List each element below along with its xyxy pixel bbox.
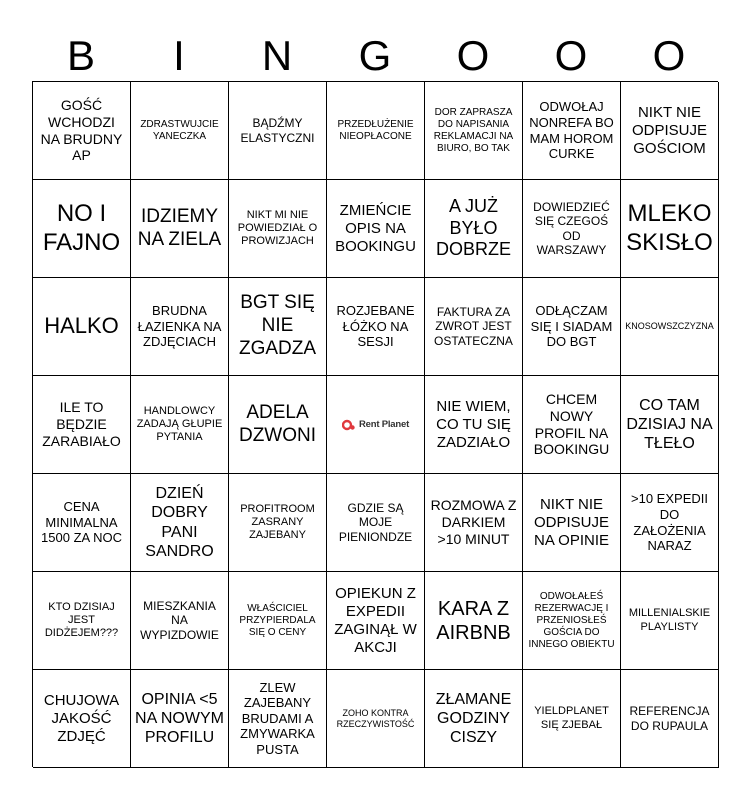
bingo-cell-text: NIKT NIE ODPISUJE NA OPINIE [533, 495, 610, 549]
bingo-cell-text: REFERENCJA DO RUPAULA [629, 704, 710, 733]
bingo-cell-r1-c1[interactable] [33, 82, 131, 180]
bingo-cell-r6-c7[interactable] [621, 572, 719, 670]
bingo-cell-r3-c6[interactable] [523, 278, 621, 376]
bingo-cell-r1-c3[interactable] [229, 82, 327, 180]
bingo-cell-text: ODWOŁAJ NONREFA BO MAM HOROM CURKE [529, 99, 614, 162]
bingo-cell-text: NIKT NIE ODPISUJE GOŚCIOM [631, 103, 707, 157]
bingo-cell-r1-c2[interactable] [131, 82, 229, 180]
bingo-cell-text: ROZJEBANE ŁÓŻKO NA SESJI [336, 303, 415, 350]
bingo-cell-text: BRUDNA ŁAZIENKA NA ZDJĘCIACH [137, 303, 222, 350]
bingo-cell-r2-c1[interactable] [33, 180, 131, 278]
bingo-cell-r2-c5[interactable] [425, 180, 523, 278]
bingo-cell-text: GOŚĆ WCHODZI NA BRUDNY AP [40, 96, 123, 164]
free-space-logo[interactable] [327, 376, 425, 474]
bingo-cell-text: MILLENIALSKIE PLAYLISTY [628, 607, 711, 633]
bingo-cell-text: DOWIEDZIEĆ SIĘ CZEGOŚ OD WARSZAWY [533, 199, 610, 257]
bingo-cell-text: CHCEM NOWY PROFIL NA BOOKINGU [533, 390, 610, 458]
bingo-grid [32, 81, 718, 767]
bingo-cell-r2-c7[interactable] [621, 180, 719, 278]
bingo-cell-text: ILE TO BĘDZIE ZARABIAŁO [42, 399, 121, 449]
header-letter-5: O [456, 32, 490, 79]
bingo-cell-r7-c6[interactable] [523, 670, 621, 768]
bingo-cell-text: NIE WIEM, CO TU SIĘ ZADZIAŁO [436, 397, 511, 451]
bingo-cell-text: ZMIEŃCIE OPIS NA BOOKINGU [335, 201, 416, 255]
bingo-cell-r7-c7[interactable] [621, 670, 719, 768]
bingo-cell-r1-c5[interactable] [425, 82, 523, 180]
bingo-cell-text: HANDLOWCY ZADAJĄ GŁUPIE PYTANIA [136, 404, 223, 444]
bingo-cell-r6-c5[interactable] [425, 572, 523, 670]
bingo-cell-text: NIKT MI NIE POWIEDZIAŁ O PROWIZJACH [237, 208, 318, 248]
bingo-cell-text: ODŁĄCZAM SIĘ I SIADAM DO BGT [530, 303, 613, 350]
bingo-cell-r6-c2[interactable] [131, 572, 229, 670]
rent-planet-logo [342, 418, 409, 432]
bingo-cell-text: OPINIA <5 NA NOWYM PROFILU [135, 690, 224, 747]
bingo-cell-r1-c6[interactable] [523, 82, 621, 180]
bingo-cell-text: OPIEKUN Z EXPEDII ZAGINĄŁ W AKCJI [334, 584, 417, 656]
bingo-cell-r3-c1[interactable] [33, 278, 131, 376]
bingo-cell-r4-c7[interactable] [621, 376, 719, 474]
header-letter-3: N [261, 32, 293, 79]
bingo-cell-text: BĄDŹMY ELASTYCZNI [240, 116, 315, 145]
bingo-cell-text: KARA Z AIRBNB [436, 597, 511, 644]
header-letter-4: G [358, 32, 392, 79]
bingo-cell-r2-c2[interactable] [131, 180, 229, 278]
bingo-cell-r5-c2[interactable] [131, 474, 229, 572]
header-letter-1: B [66, 32, 95, 79]
bingo-cell-r7-c4[interactable] [327, 670, 425, 768]
bingo-cell-r3-c3[interactable] [229, 278, 327, 376]
bingo-cell-r7-c2[interactable] [131, 670, 229, 768]
bingo-cell-text: CHUJOWA JAKOŚĆ ZDJĘĆ [43, 691, 120, 745]
bingo-cell-text: A JUŻ BYŁO DOBRZE [435, 196, 511, 260]
bingo-cell-r5-c6[interactable] [523, 474, 621, 572]
bingo-cell-text: HALKO [44, 313, 119, 339]
bingo-cell-text: CENA MINIMALNA 1500 ZA NOC [41, 499, 122, 546]
header-letter-6: O [554, 32, 588, 79]
bingo-cell-r7-c3[interactable] [229, 670, 327, 768]
bingo-cell-text: NO I FAJNO [42, 199, 121, 256]
bingo-cell-text: PRZEDŁUŻENIE NIEOPŁACONE [337, 118, 414, 142]
bingo-cell-text: >10 EXPEDII DO ZAŁOŻENIA NARAZ [631, 491, 708, 554]
bingo-cell-text: KTO DZISIAJ JEST DIDŻEJEM??? [44, 600, 119, 640]
bingo-cell-text: DZIEŃ DOBRY PANI SANDRO [145, 485, 214, 560]
bingo-cell-r5-c5[interactable] [425, 474, 523, 572]
bingo-cell-r6-c6[interactable] [523, 572, 621, 670]
bingo-cell-r3-c2[interactable] [131, 278, 229, 376]
bingo-cell-text: PROFITROOM ZASRANY ZAJEBANY [240, 502, 315, 542]
bingo-cell-r6-c4[interactable] [327, 572, 425, 670]
bingo-cell-r2-c3[interactable] [229, 180, 327, 278]
header-letter-7: O [652, 32, 686, 79]
bingo-cell-text: ZŁAMANE GODZINY CISZY [435, 690, 512, 747]
rent-planet-logo-icon [342, 418, 356, 432]
bingo-cell-r4-c6[interactable] [523, 376, 621, 474]
bingo-cell-text: IDZIEMY NA ZIELA [137, 205, 222, 250]
bingo-cell-text: ZOHO KONTRA RZECZYWISTOŚĆ [336, 707, 415, 729]
bingo-cell-r7-c1[interactable] [33, 670, 131, 768]
bingo-cell-text: BGT SIĘ NIE ZGADZA [238, 292, 317, 359]
bingo-cell-r3-c5[interactable] [425, 278, 523, 376]
bingo-cell-r1-c4[interactable] [327, 82, 425, 180]
bingo-cell-r3-c4[interactable] [327, 278, 425, 376]
rent-planet-logo-text: Rent Planet [358, 419, 410, 430]
bingo-cell-text: ADELA DZWONI [238, 401, 317, 446]
bingo-cell-text: WŁAŚCICIEL PRZYPIERDALA SIĘ O CENY [239, 602, 316, 638]
bingo-cell-r4-c2[interactable] [131, 376, 229, 474]
bingo-cell-r6-c1[interactable] [33, 572, 131, 670]
bingo-cell-text: ZDRASTWUJCIE YANECZKA [140, 118, 219, 142]
header-letter-2: I [173, 32, 185, 79]
bingo-cell-text: ODWOŁAŁEŚ REZERWACJĘ I PRZENIOSŁEŚ GOŚCIA DO INNEGO OBIEKTU [528, 590, 615, 650]
bingo-cell-text: DOR ZAPRASZA DO NAPISANIA REKLAMACJI NA BIURO, BO TAK [433, 106, 514, 154]
bingo-cell-r2-c6[interactable] [523, 180, 621, 278]
bingo-cell-r5-c4[interactable] [327, 474, 425, 572]
bingo-cell-text: YIELDPLANET SIĘ ZJEBAŁ [534, 705, 609, 731]
bingo-cell-text: MIESZKANIA NA WYPIZDOWIE [140, 598, 219, 642]
bingo-cell-r4-c1[interactable] [33, 376, 131, 474]
bingo-cell-r2-c4[interactable] [327, 180, 425, 278]
bingo-cell-r3-c7[interactable] [621, 278, 719, 376]
bingo-cell-text: GDZIE SĄ MOJE PIENIONDZE [338, 500, 413, 544]
bingo-cell-r6-c3[interactable] [229, 572, 327, 670]
bingo-cell-text: CO TAM DZISIAJ NA TŁEŁO [626, 396, 713, 453]
bingo-cell-text: ROZMOWA Z DARKIEM >10 MINUT [430, 497, 517, 547]
bingo-cell-r4-c3[interactable] [229, 376, 327, 474]
bingo-header [32, 30, 718, 82]
bingo-cell-text: MLEKO SKISŁO [626, 199, 713, 256]
bingo-cell-r5-c3[interactable] [229, 474, 327, 572]
bingo-cell-r1-c7[interactable] [621, 82, 719, 180]
bingo-cell-text: FAKTURA ZA ZWROT JEST OSTATECZNA [434, 304, 513, 348]
bingo-cell-text: KNOSOWSZCZYZNA [625, 321, 714, 332]
bingo-cell-r5-c7[interactable] [621, 474, 719, 572]
bingo-cell-text: ZLEW ZAJEBANY BRUDAMI A ZMYWARKA PUSTA [240, 679, 315, 757]
bingo-cell-r4-c5[interactable] [425, 376, 523, 474]
bingo-cell-r5-c1[interactable] [33, 474, 131, 572]
bingo-cell-r7-c5[interactable] [425, 670, 523, 768]
